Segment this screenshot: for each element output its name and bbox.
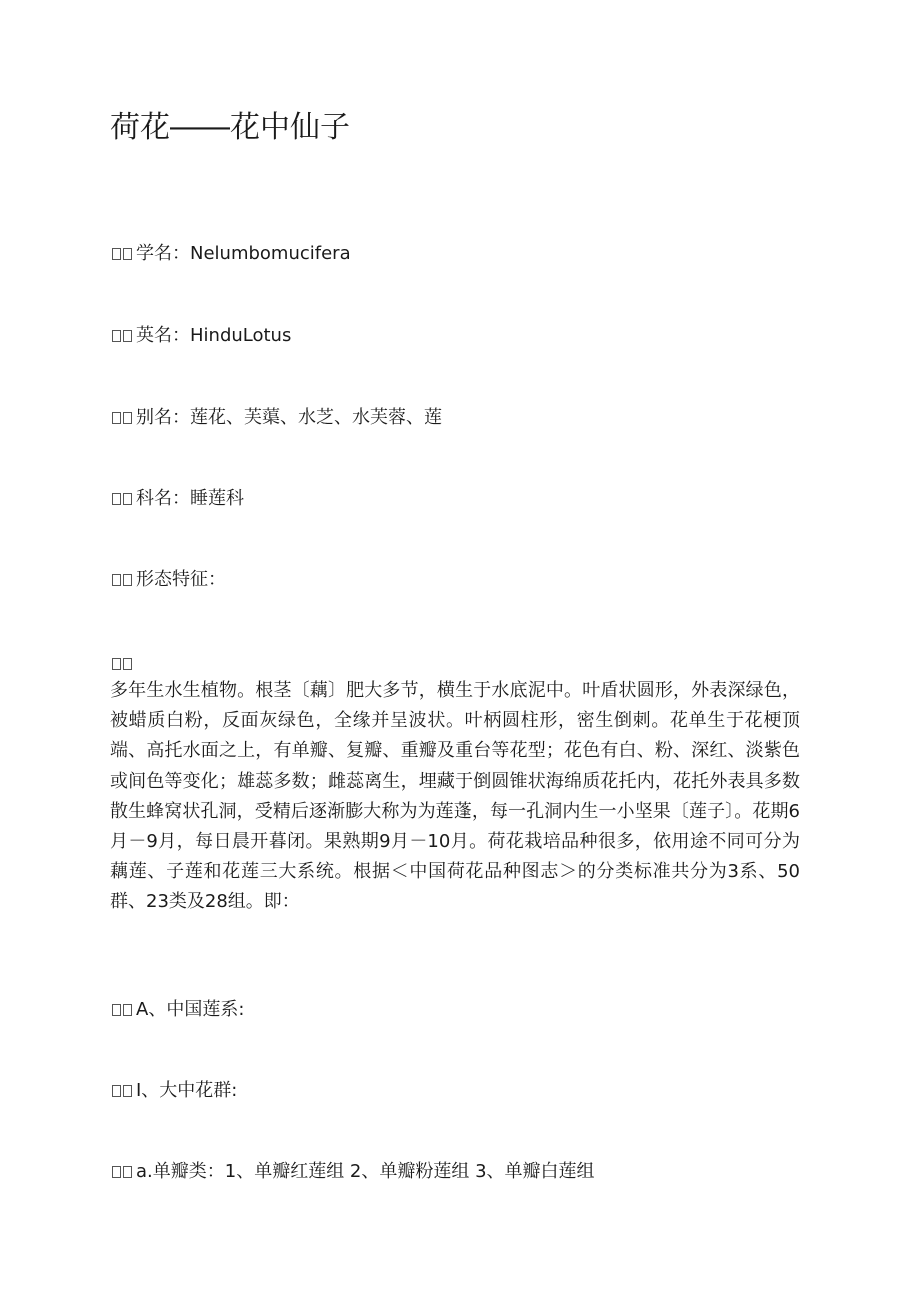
field-family — [112, 486, 244, 512]
field-value: 睡莲科 — [190, 488, 244, 509]
bullet-markers — [112, 1078, 134, 1104]
bullet-markers — [112, 486, 134, 512]
field-morphology — [112, 567, 226, 593]
classification-text: I、大中花群: — [136, 1080, 238, 1101]
field-value: Nelumbomucifera — [190, 243, 351, 264]
description-paragraph: 多年生水生植物。根茎〔藕〕肥大多节，横生于水底泥中。叶盾状圆形，外表深绿色，被蜡质白粉，反面灰绿色，全缘并呈波状。叶柄圆柱形，密生倒刺。花单生于花梗顶端、高托水面之上，有单瓣、复瓣、重瓣及重台等花型；花色有白、粉、深红、淡紫色或间色等变化；雄蕊多数；雌蕊离生，埋藏于倒圆锥状海绵质花托内，花托外表具多数散生蜂窝状孔洞，受精后逐渐膨大称为为莲蓬，每一孔洞内生一小坚果〔莲子〕。花期6月－9月，每日晨开暮闭。果熟期9月－10月。荷花栽培品种很多，依用途不同可分为藕莲、子莲和花莲三大系统。根据＜中国荷花品种图志＞的分类标准共分为3系、50群、23类及28组。即： — [110, 680, 800, 913]
field-label: 学名： — [136, 243, 190, 264]
document-title: 荷花――花中仙子 — [110, 110, 350, 145]
bullet-markers — [112, 1159, 134, 1185]
bullet-markers — [112, 241, 134, 267]
bullet-markers — [112, 567, 134, 593]
classification-type — [112, 1159, 595, 1185]
classification-text: a.单瓣类：1、单瓣红莲组 2、单瓣粉莲组 3、单瓣白莲组 — [136, 1161, 595, 1182]
classification-text: A、中国莲系: — [136, 999, 245, 1020]
field-value: 莲花、芙蕖、水芝、水芙蓉、莲 — [190, 407, 442, 428]
paragraph-markers — [112, 654, 134, 674]
classification-series — [112, 997, 244, 1023]
classification-group — [112, 1078, 237, 1104]
field-label: 科名： — [136, 488, 190, 509]
field-alias — [112, 405, 442, 431]
field-value: HinduLotus — [190, 325, 292, 346]
field-label: 英名： — [136, 325, 190, 346]
field-label: 形态特征： — [136, 569, 226, 590]
bullet-markers — [112, 997, 134, 1023]
field-english-name — [112, 323, 291, 349]
field-scientific-name — [112, 241, 351, 267]
bullet-markers — [112, 405, 134, 431]
bullet-markers — [112, 323, 134, 349]
field-label: 别名： — [136, 407, 190, 428]
